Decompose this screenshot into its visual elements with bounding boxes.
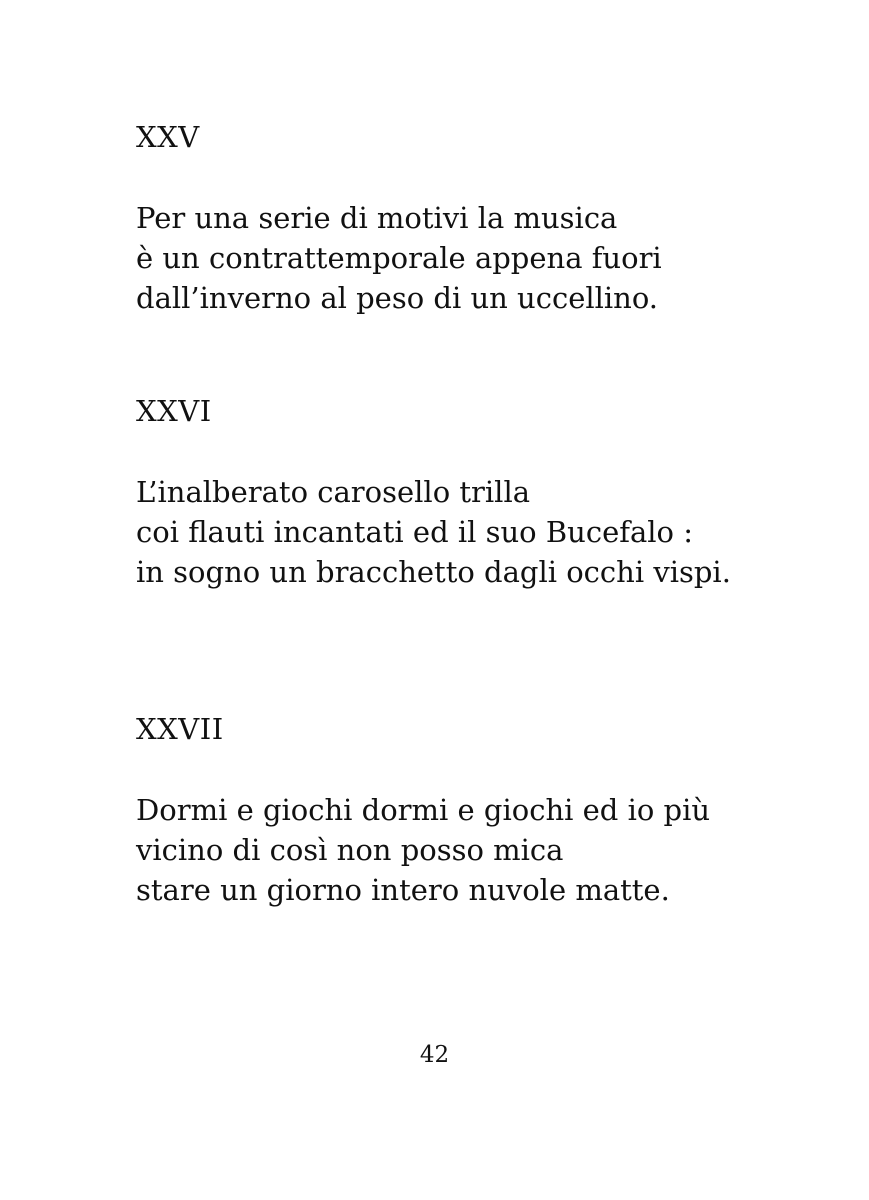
poem-number: XXVI bbox=[136, 394, 212, 428]
poem-line: Dormi e giochi dormi e giochi ed io più bbox=[136, 793, 711, 827]
poem-line: dall’inverno al peso di un uccellino. bbox=[136, 281, 659, 315]
poem-stanza bbox=[136, 790, 816, 910]
poem-number: XXVII bbox=[136, 712, 224, 746]
poem-line: vicino di così non posso mica bbox=[136, 833, 564, 867]
poem-stanza bbox=[136, 198, 816, 318]
poem-number: XXV bbox=[136, 120, 200, 154]
poem-stanza bbox=[136, 472, 816, 592]
poem-line: coi flauti incantati ed il suo Bucefalo : bbox=[136, 515, 693, 549]
poem-line: L’inalberato carosello trilla bbox=[136, 475, 531, 509]
page-number: 42 bbox=[419, 1042, 450, 1068]
poem-xxvi bbox=[136, 394, 816, 592]
poem-xxv bbox=[136, 120, 816, 318]
poem-line: in sogno un bracchetto dagli occhi vispi. bbox=[136, 555, 731, 589]
poem-line: è un contrattemporale appena fuori bbox=[136, 241, 662, 275]
poem-xxvii bbox=[136, 712, 816, 910]
poem-line: Per una serie di motivi la musica bbox=[136, 201, 618, 235]
poem-line: stare un giorno intero nuvole matte. bbox=[136, 873, 670, 907]
